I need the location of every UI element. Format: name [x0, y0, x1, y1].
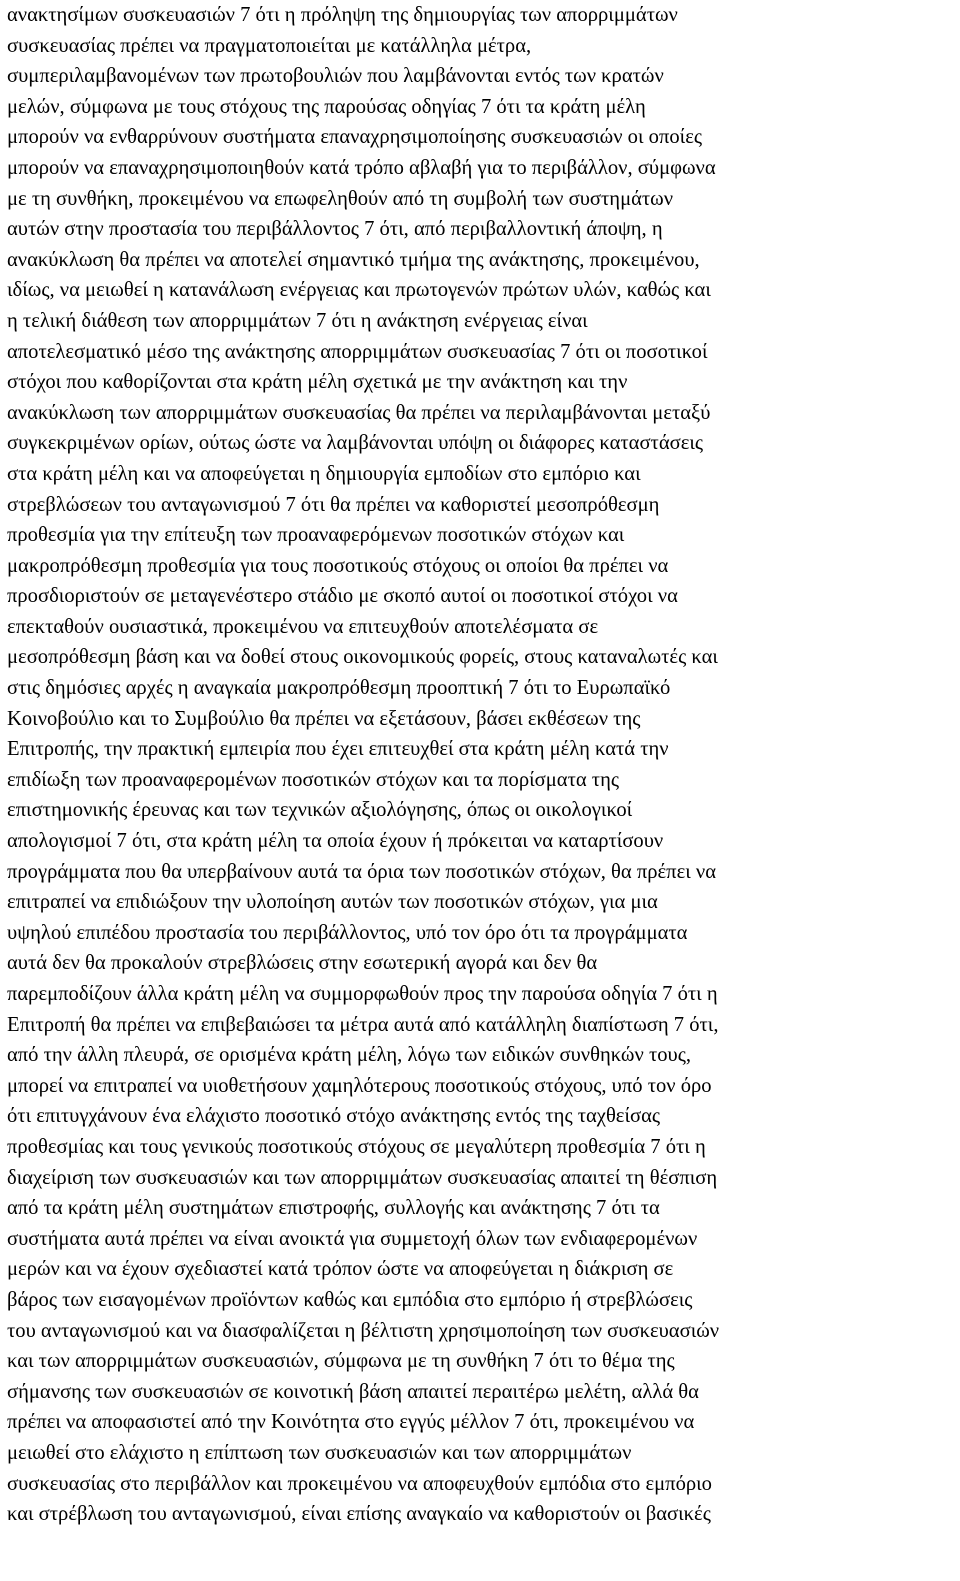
text-line: επιτραπεί να επιδιώξουν την υλοποίηση αυτών των ποσοτικών στόχων, για μια — [7, 891, 658, 914]
text-line: ότι επιτυγχάνουν ένα ελάχιστο ποσοτικό στόχο ανάκτησης εντός της ταχθείσας — [7, 1105, 661, 1128]
text-line: ανακύκλωση θα πρέπει να αποτελεί σημαντικό τμήμα της ανάκτησης, προκειμένου, — [7, 248, 700, 271]
text-line: ιδίως, να μειωθεί η κατανάλωση ενέργειας και πρωτογενών πρώτων υλών, καθώς και — [7, 279, 711, 302]
text-line: προθεσμίας και τους γενικούς ποσοτικούς στόχους σε μεγαλύτερη προθεσμία 7 ότι η — [7, 1135, 706, 1158]
text-line: μπορεί να επιτραπεί να υιοθετήσουν χαμηλότερους ποσοτικούς στόχους, υπό τον όρο — [7, 1074, 712, 1097]
text-line: ανακτησίμων συσκευασιών 7 ότι η πρόληψη της δημιουργίας των απορριμμάτων — [7, 4, 678, 26]
text-line: Επιτροπής, την πρακτική εμπειρία που έχει επιτευχθεί στα κράτη μέλη κατά την — [7, 738, 669, 761]
text-line: υψηλού επιπέδου προστασία του περιβάλλοντος, υπό τον όρο ότι τα προγράμματα — [7, 921, 688, 944]
text-line: συστήματα αυτά πρέπει να είναι ανοικτά για συμμετοχή όλων των ενδιαφερομένων — [7, 1227, 698, 1250]
text-line: παρεμποδίζουν άλλα κράτη μέλη να συμμορφωθούν προς την παρούσα οδηγία 7 ότι η — [7, 983, 718, 1005]
text-line: συγκεκριμένων ορίων, ούτως ώστε να λαμβάνονται υπόψη οι διάφορες καταστάσεις — [7, 432, 704, 455]
text-line: πρέπει να αποφασιστεί από την Κοινότητα στο εγγύς μέλλον 7 ότι, προκειμένου να — [7, 1411, 695, 1434]
text-line: επιδίωξη των προαναφερομένων ποσοτικών στόχων και τα πορίσματα της — [7, 768, 620, 791]
text-line: Επιτροπή θα πρέπει να επιβεβαιώσει τα μέτρα αυτά από κατάλληλη διαπίστωση 7 ότι, — [7, 1013, 719, 1036]
text-line: και των απορριμμάτων συσκευασιών, σύμφωνα με τη συνθήκη 7 ότι το θέμα της — [7, 1350, 675, 1373]
text-line: μπορούν να ενθαρρύνουν συστήματα επαναχρησιμοποίησης συσκευασιών οι οποίες — [7, 126, 702, 149]
text-line: αποτελεσματικό μέσο της ανάκτησης απορριμμάτων συσκευασίας 7 ότι οι ποσοτικοί — [7, 340, 708, 363]
text-line: βάρος των εισαγομένων προϊόντων καθώς και εμπόδια στο εμπόριο ή στρεβλώσεις — [7, 1288, 693, 1311]
text-line: από τα κράτη μέλη συστημάτων επιστροφής, συλλογής και ανάκτησης 7 ότι τα — [7, 1197, 660, 1220]
text-line: διαχείριση των συσκευασιών και των απορριμμάτων συσκευασίας απαιτεί τη θέσπιση — [7, 1166, 718, 1189]
text-line: στόχοι που καθορίζονται στα κράτη μέλη σχετικά με την ανάκτηση και την — [7, 371, 628, 394]
text-line: με τη συνθήκη, προκειμένου να επωφεληθούν από τη συμβολή των συστημάτων — [7, 187, 674, 210]
text-line: αυτά δεν θα προκαλούν στρεβλώσεις στην εσωτερική αγορά και δεν θα — [7, 952, 598, 975]
text-line: συσκευασίας στο περιβάλλον και προκειμένου να αποφευχθούν εμπόδια στο εμπόριο — [7, 1472, 712, 1495]
text-line: και στρέβλωση του ανταγωνισμού, είναι επίσης αναγκαίο να καθοριστούν οι βασικές — [7, 1503, 711, 1526]
text-line: συσκευασίας πρέπει να πραγματοποιείται με κατάλληλα μέτρα, — [7, 34, 532, 57]
text-line: αυτών στην προστασία του περιβάλλοντος 7 ότι, από περιβαλλοντική άποψη, η — [7, 218, 663, 241]
text-line: από την άλλη πλευρά, σε ορισμένα κράτη μέλη, λόγω των ειδικών συνθηκών τους, — [7, 1044, 692, 1067]
text-line: μεσοπρόθεσμη βάση και να δοθεί στους οικονομικούς φορείς, στους καταναλωτές και — [7, 646, 718, 669]
text-line: μερών και να έχουν σχεδιαστεί κατά τρόπον ώστε να αποφεύγεται η διάκριση σε — [7, 1258, 674, 1281]
text-line: η τελική διάθεση των απορριμμάτων 7 ότι η ανάκτηση ενέργειας είναι — [7, 309, 588, 332]
text-line: ανακύκλωση των απορριμμάτων συσκευασίας θα πρέπει να περιλαμβάνονται μεταξύ — [7, 401, 711, 424]
text-line: σήμανσης των συσκευασιών σε κοινοτική βάση απαιτεί περαιτέρω μελέτη, αλλά θα — [7, 1380, 699, 1403]
text-line: προσδιοριστούν σε μεταγενέστερο στάδιο με σκοπό αυτοί οι ποσοτικοί στόχοι να — [7, 585, 678, 608]
text-line: μειωθεί στο ελάχιστο η επίπτωση των συσκευασιών και των απορριμμάτων — [7, 1441, 632, 1464]
text-line: επεκταθούν ουσιαστικά, προκειμένου να επιτευχθούν αποτελέσματα σε — [7, 615, 599, 638]
text-line: μελών, σύμφωνα με τους στόχους της παρούσας οδηγίας 7 ότι τα κράτη μέλη — [7, 95, 646, 118]
text-line: προγράμματα που θα υπερβαίνουν αυτά τα όρια των ποσοτικών στόχων, θα πρέπει να — [7, 860, 717, 883]
text-line: του ανταγωνισμού και να διασφαλίζεται η βέλτιστη χρησιμοποίηση των συσκευασιών — [7, 1319, 720, 1342]
text-line: Κοινοβούλιο και το Συμβούλιο θα πρέπει να εξετάσουν, βάσει εκθέσεων της — [7, 707, 641, 730]
text-line: στις δημόσιες αρχές η αναγκαία μακροπρόθεσμη προοπτική 7 ότι το Ευρωπαϊκό — [7, 677, 671, 700]
text-line: επιστημονικής έρευνας και των τεχνικών αξιολόγησης, όπως οι οικολογικοί — [7, 799, 633, 822]
text-line: απολογισμοί 7 ότι, στα κράτη μέλη τα οποία έχουν ή πρόκειται να καταρτίσουν — [7, 830, 664, 853]
text-line: προθεσμία για την επίτευξη των προαναφερόμενων ποσοτικών στόχων και — [7, 524, 625, 547]
text-line: συμπεριλαμβανομένων των πρωτοβουλιών που λαμβάνονται εντός των κρατών — [7, 65, 664, 88]
text-line: μπορούν να επαναχρησιμοποιηθούν κατά τρόπο αβλαβή για το περιβάλλον, σύμφωνα — [7, 156, 716, 179]
text-line: μακροπρόθεσμη προθεσμία για τους ποσοτικούς στόχους οι οποίοι θα πρέπει να — [7, 554, 669, 577]
text-line: στα κράτη μέλη και να αποφεύγεται η δημιουργία εμποδίων στο εμπόριο και — [7, 462, 641, 485]
text-line: στρεβλώσεων του ανταγωνισμού 7 ότι θα πρέπει να καθοριστεί μεσοπρόθεσμη — [7, 493, 660, 516]
